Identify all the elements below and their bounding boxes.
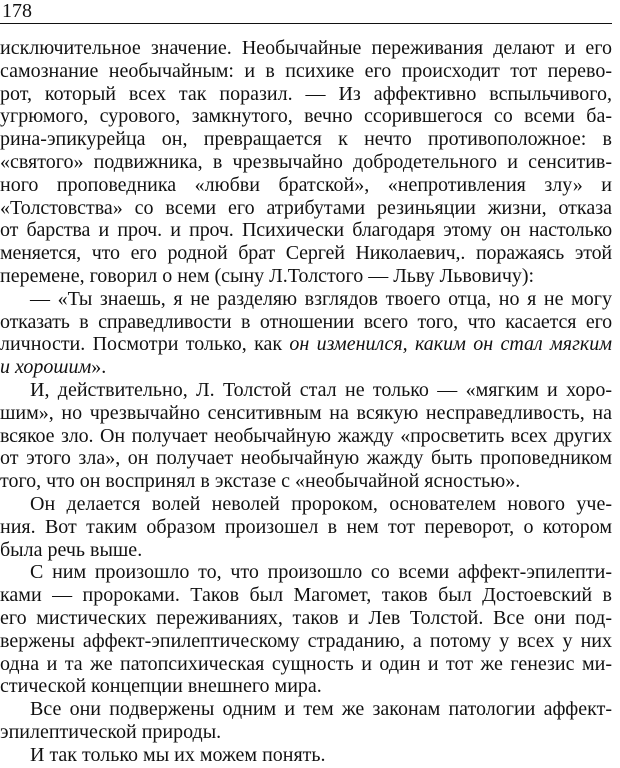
- text-line: шим», но чрезвычайно сенситивным на всякую несправедливость, на: [0, 401, 612, 424]
- text-line: «святого» подвижника, в чрезвычайно добродетельного и сенситив-: [0, 151, 612, 173]
- text-line: Все они подвержены одним и тем же законам патологии аффект-: [30, 698, 612, 721]
- text-line: ния. Вот таким образом произошел в нем тот переворот, о котором: [0, 515, 612, 538]
- text-line: всякое зло. Он получает необычайную жажду «просветить всех других: [0, 424, 612, 447]
- text-line: перемене, говорил о нем (сыну Л.Толстого — Льву Львовичу):: [0, 265, 535, 287]
- text-line: С ним произошло то, что произошло со всеми аффект-эпилепти-: [30, 561, 612, 584]
- text-line: ного проповедника «любви братской», «непротивления злу» и: [0, 173, 612, 196]
- header-rule: [0, 23, 612, 24]
- text-line: угрюмого, сурового, замкнутого, вечно ссорившегося со всеми ба-: [0, 105, 612, 128]
- text-line: вержены аффект-эпилептическому страданию, а потому у всех у них: [0, 629, 612, 652]
- text-line: рина-эпикурейца он, превращается к нечто противоположное: в: [0, 128, 612, 151]
- text-line: эпилептической природы.: [0, 721, 222, 743]
- text-line: и хорошим».: [0, 356, 107, 379]
- text-line: стической концепции внешнего мира.: [0, 675, 322, 698]
- text-line: от барства и проч. и проч. Психически благодаря этому он настолько: [0, 219, 612, 242]
- text-line: Он делается волей неволей пророком, основателем нового уче-: [30, 493, 612, 515]
- text-line: «Толстовства» со всеми его атрибутами резиньяции жизни, отказа: [0, 196, 612, 219]
- text-line: его мистических переживаниях, таков и Лев Толстой. Все они под-: [0, 607, 612, 629]
- text-line: исключительное значение. Необычайные переживания делают и его: [0, 37, 612, 59]
- text-line: ками — пророками. Таков был Магомет, таков был Достоевский в: [0, 584, 612, 607]
- text-line: от этого зла», он получает необычайную жажду быть проповедником: [0, 447, 612, 470]
- page-number: 178: [2, 0, 32, 22]
- text-line: одна и та же патопсихическая сущность и один и тот же генезис ми-: [0, 652, 612, 675]
- text-line: И так только мы их можем понять.: [30, 743, 326, 766]
- text-line: И, действительно, Л. Толстой стал не только — «мягким и хоро-: [30, 379, 612, 401]
- text-line: самознание необычайным: и в психике его происходит тот перево-: [0, 59, 612, 82]
- text-line: была речь выше.: [0, 538, 143, 561]
- text-line: отказать в справедливости в отношении всего того, что касается его: [0, 310, 612, 333]
- text-line: меняется, что его родной брат Сергей Николаевич,. поражаясь этой: [0, 242, 612, 265]
- text-line: рот, который всех так поразил. — Из аффективно вспыльчивого,: [0, 82, 612, 105]
- text-line: — «Ты знаешь, я не разделяю взглядов твоего отца, но я не могу: [30, 287, 612, 310]
- text-line: личности. Посмотри только, как он изменился, каким он стал мягким: [0, 333, 613, 356]
- text-line: того, что он воспринял в экстазе с «необычайной ясностью».: [0, 470, 521, 493]
